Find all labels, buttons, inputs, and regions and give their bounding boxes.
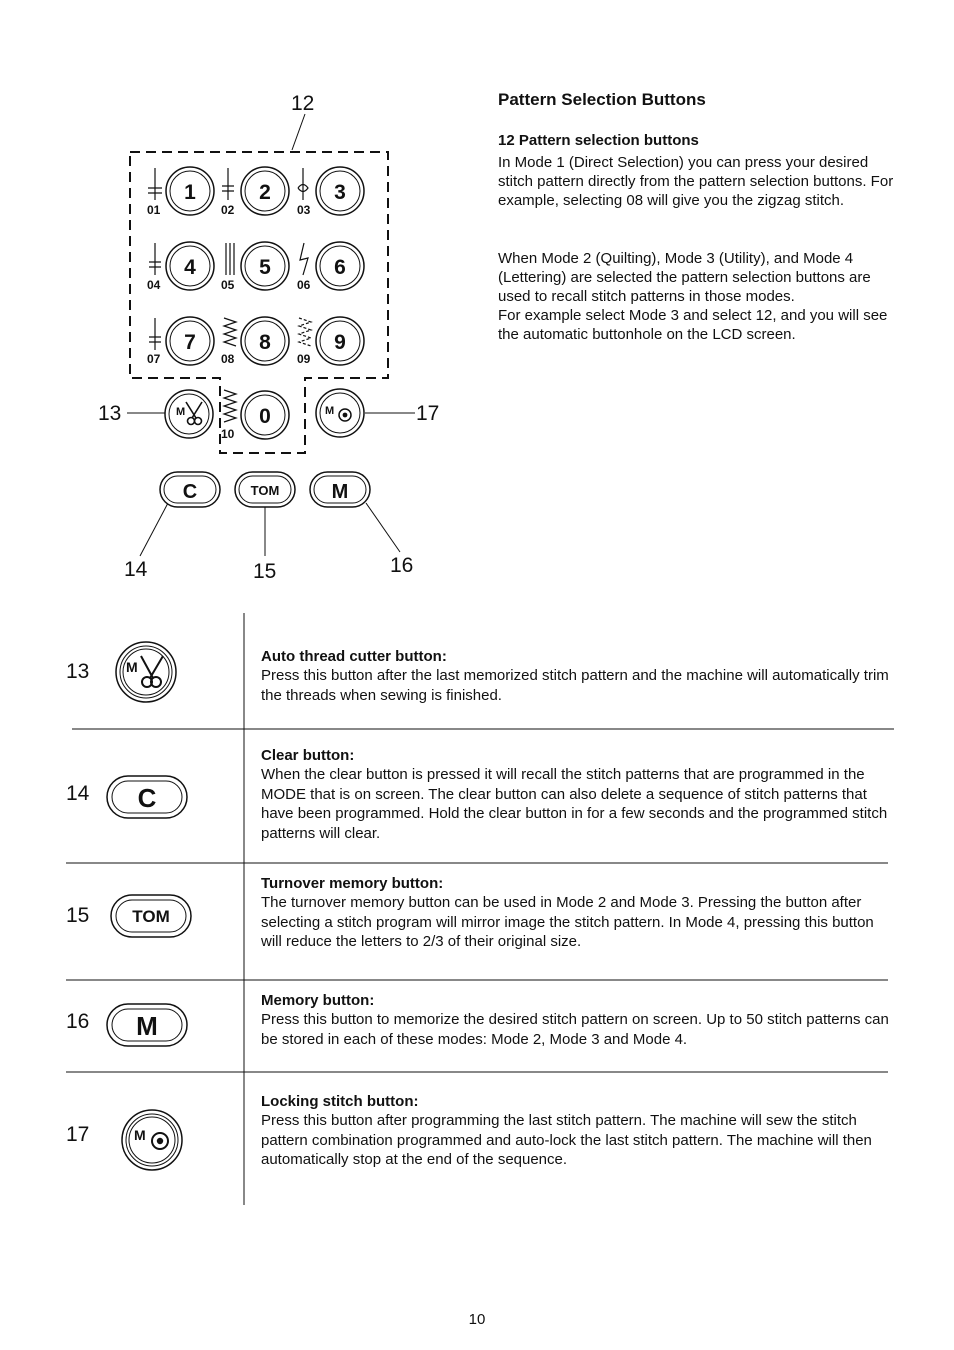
row-number-14: 14 (66, 782, 90, 805)
row-number-13: 13 (66, 660, 90, 683)
stitch-04-icon (149, 243, 161, 275)
thread-cutter-button[interactable] (165, 390, 213, 438)
digit-label: 7 (184, 331, 196, 354)
memory-icon (104, 1001, 190, 1049)
mode-mark: M (134, 1127, 146, 1143)
pattern-code: 05 (221, 278, 235, 292)
description-memory (261, 991, 889, 1049)
description-title: Auto thread cutter button: (261, 648, 447, 665)
pattern-code: 10 (221, 427, 235, 441)
mode-mark: M (176, 406, 186, 418)
clear-button[interactable] (160, 472, 220, 507)
memory-button-label: M (331, 481, 349, 503)
description-turnover-memory (261, 874, 889, 952)
memory-button[interactable] (310, 472, 370, 507)
pattern-code: 02 (221, 203, 235, 217)
leader-line-12 (292, 114, 305, 150)
stitch-06-icon (300, 243, 308, 275)
digit-label: 0 (259, 405, 271, 428)
description-title: Memory button: (261, 992, 375, 1009)
digit-label: 5 (259, 256, 271, 279)
row-number-15: 15 (66, 904, 90, 927)
description-thread-cutter (261, 647, 889, 705)
pattern-code: 06 (297, 278, 311, 292)
description-title: Locking stitch button: (261, 1093, 419, 1110)
tom-button-label: TOM (250, 483, 280, 498)
mode-mark: M (325, 405, 335, 417)
lock-dot-icon (157, 1138, 163, 1144)
digit-label: 4 (184, 256, 196, 279)
control-panel-diagram (0, 0, 480, 600)
pattern-code: 08 (221, 352, 235, 366)
leader-line-14 (140, 503, 168, 556)
stitch-07-icon (149, 318, 161, 350)
tom-icon-label: TOM (132, 907, 170, 926)
pattern-code: 01 (147, 203, 161, 217)
tom-button[interactable] (235, 472, 295, 507)
description-text: Press this button after the last memorized stitch pattern and the machine will automatically trim the threads when sewing is finished. (261, 667, 889, 704)
stitch-02-icon (222, 168, 234, 200)
stitch-09-icon (299, 318, 311, 346)
stitch-10-icon (224, 390, 236, 422)
digit-label: 2 (259, 181, 271, 204)
row-number-17: 17 (66, 1123, 90, 1146)
row-number-16: 16 (66, 1010, 90, 1033)
description-text: Press this button to memorize the desired stitch pattern on screen. Up to 50 stitch patterns can be stored in each of these modes: Mode 2, Mode 3 and Mode 4. (261, 1011, 889, 1048)
stitch-01-icon (148, 168, 162, 200)
paragraph-mode1: In Mode 1 (Direct Selection) you can press your desired stitch pattern directly from the pattern selection buttons. For example, selecting 08 will give you the zigzag stitch. (498, 154, 894, 210)
description-text: When the clear button is pressed it will recall the stitch patterns that are programmed in the MODE that is on screen. The clear button can also delete a sequence of stitch patterns that have been programmed. Hold the clear button in for a few seconds and the programmed stitch patterns will clear. (261, 766, 888, 842)
pattern-code: 07 (147, 352, 161, 366)
callout-14: 14 (124, 558, 148, 581)
digit-label: 6 (334, 256, 346, 279)
callout-16: 16 (390, 554, 414, 577)
callout-13: 13 (98, 402, 122, 425)
clear-icon (104, 773, 190, 821)
clear-icon-label: C (137, 783, 157, 813)
stitch-05-icon (226, 243, 234, 275)
page-number: 10 (468, 1311, 486, 1328)
thread-cutter-icon (100, 636, 190, 710)
locking-stitch-icon (112, 1104, 192, 1176)
description-text: Press this button after programming the last stitch pattern. The machine will sew the stitch pattern combination programmed and auto-lock the last stitch pattern. The machine will then automatically stop at the end of the sequence. (261, 1112, 872, 1169)
section-heading: Pattern Selection Buttons (498, 90, 706, 109)
paragraph-modes: When Mode 2 (Quilting), Mode 3 (Utility), and Mode 4 (Lettering) are selected the pattern selection buttons are used to recall stitch patterns in those modes. (498, 250, 871, 306)
digit-label: 1 (184, 181, 196, 204)
clear-button-label: C (182, 481, 198, 503)
callout-17: 17 (416, 402, 440, 425)
digit-label: 9 (334, 331, 346, 354)
leader-line-16 (366, 503, 400, 552)
description-title: Clear button: (261, 747, 355, 764)
digit-label: 8 (259, 331, 271, 354)
memory-icon-label: M (136, 1011, 158, 1041)
paragraph-example: For example select Mode 3 and select 12, and you will see the automatic buttonhole on the LCD screen. (498, 307, 888, 344)
pattern-code: 04 (147, 278, 161, 292)
pattern-code: 03 (297, 203, 311, 217)
description-clear (261, 746, 889, 843)
description-text: The turnover memory button can be used in Mode 2 and Mode 3. Pressing the button after selecting a stitch program will mirror image the stitch pattern. In Mode 4, pressing this button will reduce the letters to 2/3 of their original size. (261, 894, 874, 951)
description-locking-stitch (261, 1092, 889, 1170)
stitch-03-icon (298, 168, 308, 200)
digit-label: 3 (334, 181, 346, 204)
callout-15: 15 (253, 560, 277, 583)
stitch-08-icon (224, 318, 236, 346)
locking-stitch-button[interactable] (316, 389, 364, 437)
callout-12: 12 (291, 92, 315, 115)
turnover-memory-icon (108, 892, 194, 940)
subsection-heading: 12 Pattern selection buttons (498, 132, 699, 149)
pattern-code: 09 (297, 352, 311, 366)
description-title: Turnover memory button: (261, 875, 444, 892)
mode-mark: M (126, 659, 138, 675)
